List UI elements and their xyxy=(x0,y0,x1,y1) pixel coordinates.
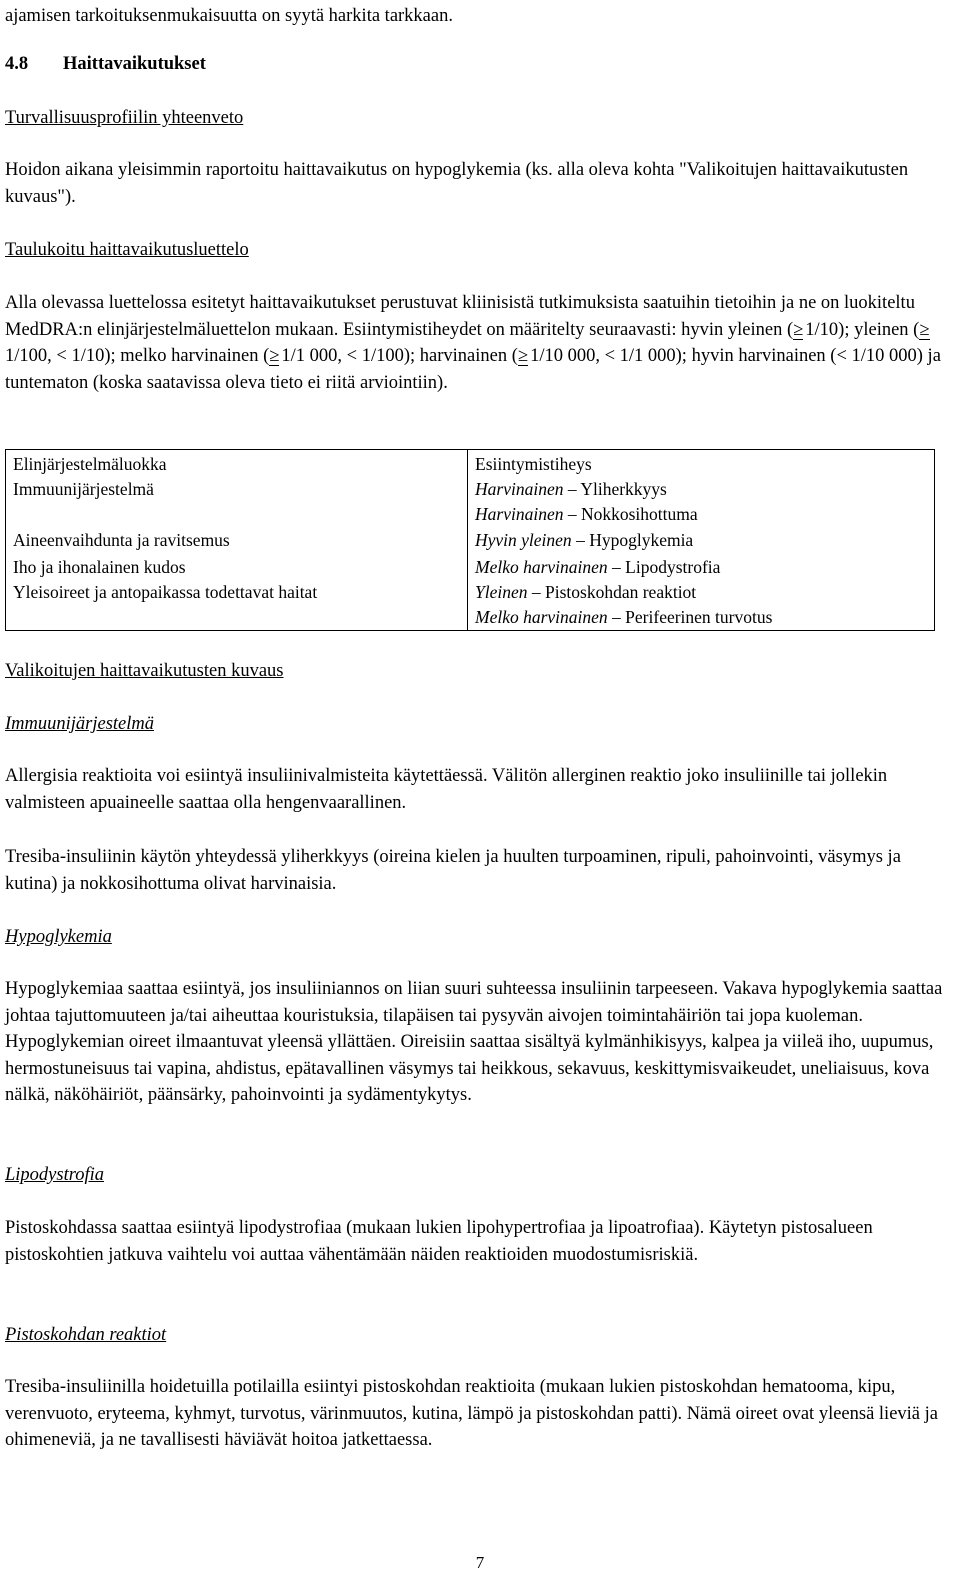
table-row-reaction: Melko harvinainen – Lipodystrofia xyxy=(475,557,721,577)
table-row-reaction: Yleinen – Pistoskohdan reaktiot xyxy=(475,582,697,602)
immune-heading: Immuunijärjestelmä xyxy=(5,714,155,734)
table-column-divider xyxy=(467,450,468,630)
table-row-soc: Immuunijärjestelmä xyxy=(13,479,154,499)
intro-line: ajamisen tarkoituksenmukaisuutta on syytä harkita tarkkaan. xyxy=(5,6,453,26)
table-row-reaction: Harvinainen – Nokkosihottuma xyxy=(475,504,698,524)
injection-site-heading: Pistoskohdan reaktiot xyxy=(5,1325,167,1345)
section-title: Haittavaikutukset xyxy=(63,54,206,74)
table-header-frequency: Esiintymistiheys xyxy=(475,454,592,474)
page-number: 7 xyxy=(475,1553,485,1572)
table-row-soc: Iho ja ihonalainen kudos xyxy=(13,557,186,577)
immune-paragraph-1: Allergisia reaktioita voi esiintyä insuliinivalmisteita käytettäessä. Välitön allerginen reaktio joko insuliinille tai jollekin valmisteen apuaineelle saattaa olla hengenvaarallinen. xyxy=(5,766,888,813)
tabulated-heading: Taulukoitu haittavaikutusluettelo xyxy=(5,240,249,260)
adverse-reactions-table xyxy=(5,449,935,631)
table-row-soc: Aineenvaihdunta ja ravitsemus xyxy=(13,530,230,550)
section-number: 4.8 xyxy=(5,54,29,74)
table-row-reaction: Hyvin yleinen – Hypoglykemia xyxy=(475,530,694,550)
frequency-definitions-paragraph: Alla olevassa luettelossa esitetyt haittavaikutukset perustuvat kliinisistä tutkimuksista saatuihin tietoihin ja ne on luokiteltu MedDRA:n elinjärjestelmäluettelon mukaan. Esiintymistiheydet on määritelty seuraavasti: hyvin yleinen (≥ 1/10); yleinen (≥1/100, < 1/10); melko harvinainen (≥ 1/1 000, < 1/100); harvinainen (≥ 1/10 000, < 1/1 000); hyvin harvinainen (< 1/10 000) ja tuntematon (koska saatavissa oleva tieto ei riitä arviointiin). xyxy=(5,293,941,393)
ge-symbol: ≥ xyxy=(793,319,804,340)
summary-heading: Turvallisuusprofiilin yhteenveto xyxy=(5,108,244,128)
table-row-reaction: Melko harvinainen – Perifeerinen turvotus xyxy=(475,607,773,627)
immune-paragraph-2: Tresiba-insuliinin käytön yhteydessä yliherkkyys (oireina kielen ja huulten turpoaminen, ripuli, pahoinvointi, väsymys ja kutina) ja nokkosihottuma olivat harvinaisia. xyxy=(5,847,901,894)
section-heading xyxy=(5,51,953,78)
table-row-reaction: Harvinainen – Yliherkkyys xyxy=(475,479,667,499)
lipodystrophy-paragraph: Pistoskohdassa saattaa esiintyä lipodystrofiaa (mukaan lukien lipohypertrofiaa ja lipoatrofiaa). Käytetyn pistosalueen pistoskohtien jatkuva vaihtelu voi auttaa vähentämään näiden reaktioiden muodostumisriskiä. xyxy=(5,1218,873,1265)
hypoglycemia-heading: Hypoglykemia xyxy=(5,927,112,947)
selected-reactions-heading: Valikoitujen haittavaikutusten kuvaus xyxy=(5,661,284,681)
table-header-soc: Elinjärjestelmäluokka xyxy=(13,454,167,474)
summary-paragraph: Hoidon aikana yleisimmin raportoitu haittavaikutus on hypoglykemia (ks. alla oleva kohta "Valikoitujen haittavaikutusten kuvaus"). xyxy=(5,160,909,207)
table-row-soc: Yleisoireet ja antopaikassa todettavat haitat xyxy=(13,582,318,602)
lipodystrophy-heading: Lipodystrofia xyxy=(5,1165,105,1185)
injection-site-paragraph: Tresiba-insuliinilla hoidetuilla potilailla esiintyi pistoskohdan reaktioita (mukaan lukien pistoskohdan hematooma, kipu, verenvuoto, eryteema, kyhmyt, turvotus, värinmuutos, kutina, lämpö ja pistoskohdan patti). Nämä oireet ovat yleensä lieviä ja ohimeneviä, ja ne tavallisesti häviävät hoitoa jatkettaessa. xyxy=(5,1377,938,1450)
hypoglycemia-paragraph: Hypoglykemiaa saattaa esiintyä, jos insuliiniannos on liian suuri suhteessa insuliinin tarpeeseen. Vakava hypoglykemia saattaa johtaa tajuttomuuteen ja/tai aiheuttaa kouristuksia, tilapäisen tai pysyvän aivojen toimintahäiriön tai jopa kuoleman. Hypoglykemian oireet ilmaantuvat yleensä yllättäen. Oireisiin saattaa sisältyä kylmänhikisyys, kalpea ja viileä iho, uupumus, hermostuneisuus tai vapina, ahdistus, epätavallinen väsymys tai heikkous, sekavuus, keskittymisvaikeudet, uneliaisuus, kova nälkä, näköhäiriöt, päänsärky, pahoinvointi ja sydämentykytys. xyxy=(5,979,943,1105)
